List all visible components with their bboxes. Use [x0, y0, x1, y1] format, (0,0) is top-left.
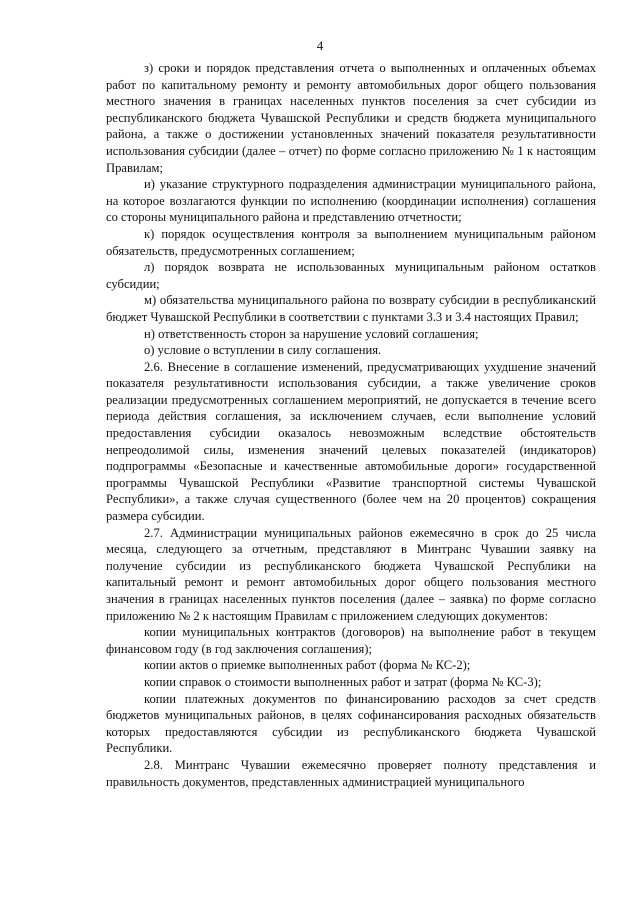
paragraph-ks2: копии актов о приемке выполненных работ (форма № КС-2);	[144, 658, 471, 673]
paragraph-l: л) порядок возврата не использованных муниципальным районом остатков субсидии;	[106, 260, 596, 291]
paragraph-2-6: 2.6. Внесение в соглашение изменений, предусматривающих ухудшение значений показателя результативности использования субсидии, а также увеличение сроков реализации предусмотренных соглашением мероприятий, не допускается в течение всего периода действия соглашения, за исключением случаев, если выполнение условий предоставления субсидии оказалось невозможным вследствие обстоятельств непреодолимой силы, изменения значений целевых показателей (индикаторов) подпрограммы «Безопасные и качественные автомобильные дороги» государственной программы Чувашской Республики «Развитие транспортной системы Чувашской Республики», а также случая существенного (более чем на 20 процентов) сокращения размера субсидии.	[106, 359, 596, 524]
paragraph-contracts: копии муниципальных контрактов (договоров) на выполнение работ в текущем финансовом году (в год заключения соглашения);	[106, 625, 596, 656]
paragraph-k: к) порядок осуществления контроля за выполнением муниципальным районом обязательств, предусмотренных соглашением;	[106, 226, 596, 258]
paragraph-i: и) указание структурного подразделения администрации муниципального района, на которое возлагаются функции по исполнению (координации исполнения) соглашения со стороны муниципального района и представлению отчетности;	[106, 177, 596, 225]
document-body	[106, 60, 596, 790]
paragraph-2-7: 2.7. Администрации муниципальных районов ежемесячно в срок до 25 числа месяца, следующего за отчетным, представляют в Минтранс Чувашии заявку на получение субсидии из республиканского бюджета Чувашской Республики на капитальный ремонт и ремонт автомобильных дорог общего пользования местного значения в границах населенных пунктов поселения (далее – заявка) по форме согласно приложению № 2 к настоящим Правилам с приложением следующих документов:	[106, 525, 596, 623]
paragraph-n: н) ответственность сторон за нарушение условий соглашения;	[144, 326, 479, 341]
paragraph-m: м) обязательства муниципального района по возврату субсидии в республиканский бюджет Чувашской Республики в соответствии с пунктами 3.3 и 3.4 настоящих Правил;	[106, 293, 596, 324]
paragraph-z: з) сроки и порядок представления отчета о выполненных и оплаченных объемах работ по капитальному ремонту и ремонту автомобильных дорог общего пользования местного значения в границах населенных пунктов поселения за счет субсидии из республиканского бюджета Чувашской Республики и средств бюджета муниципального района, а также о достижении установленных значений показателя результативности использования субсидии (далее – отчет) по форме согласно приложению № 1 к настоящим Правилам;	[106, 61, 596, 175]
paragraph-o: о) условие о вступлении в силу соглашения.	[144, 343, 382, 358]
paragraph-payments: копии платежных документов по финансированию расходов за счет средств бюджетов муниципальных районов, в целях софинансирования расходных обязательств которых предоставляются субсидии из республиканского бюджета Чувашской Республики.	[106, 691, 596, 756]
page-number: 4	[316, 38, 324, 53]
paragraph-ks3: копии справок о стоимости выполненных работ и затрат (форма № КС-3);	[144, 674, 542, 689]
paragraph-2-8: 2.8. Минтранс Чувашии ежемесячно проверяет полноту представления и правильность документов, представленных администрацией муниципального	[106, 757, 596, 789]
